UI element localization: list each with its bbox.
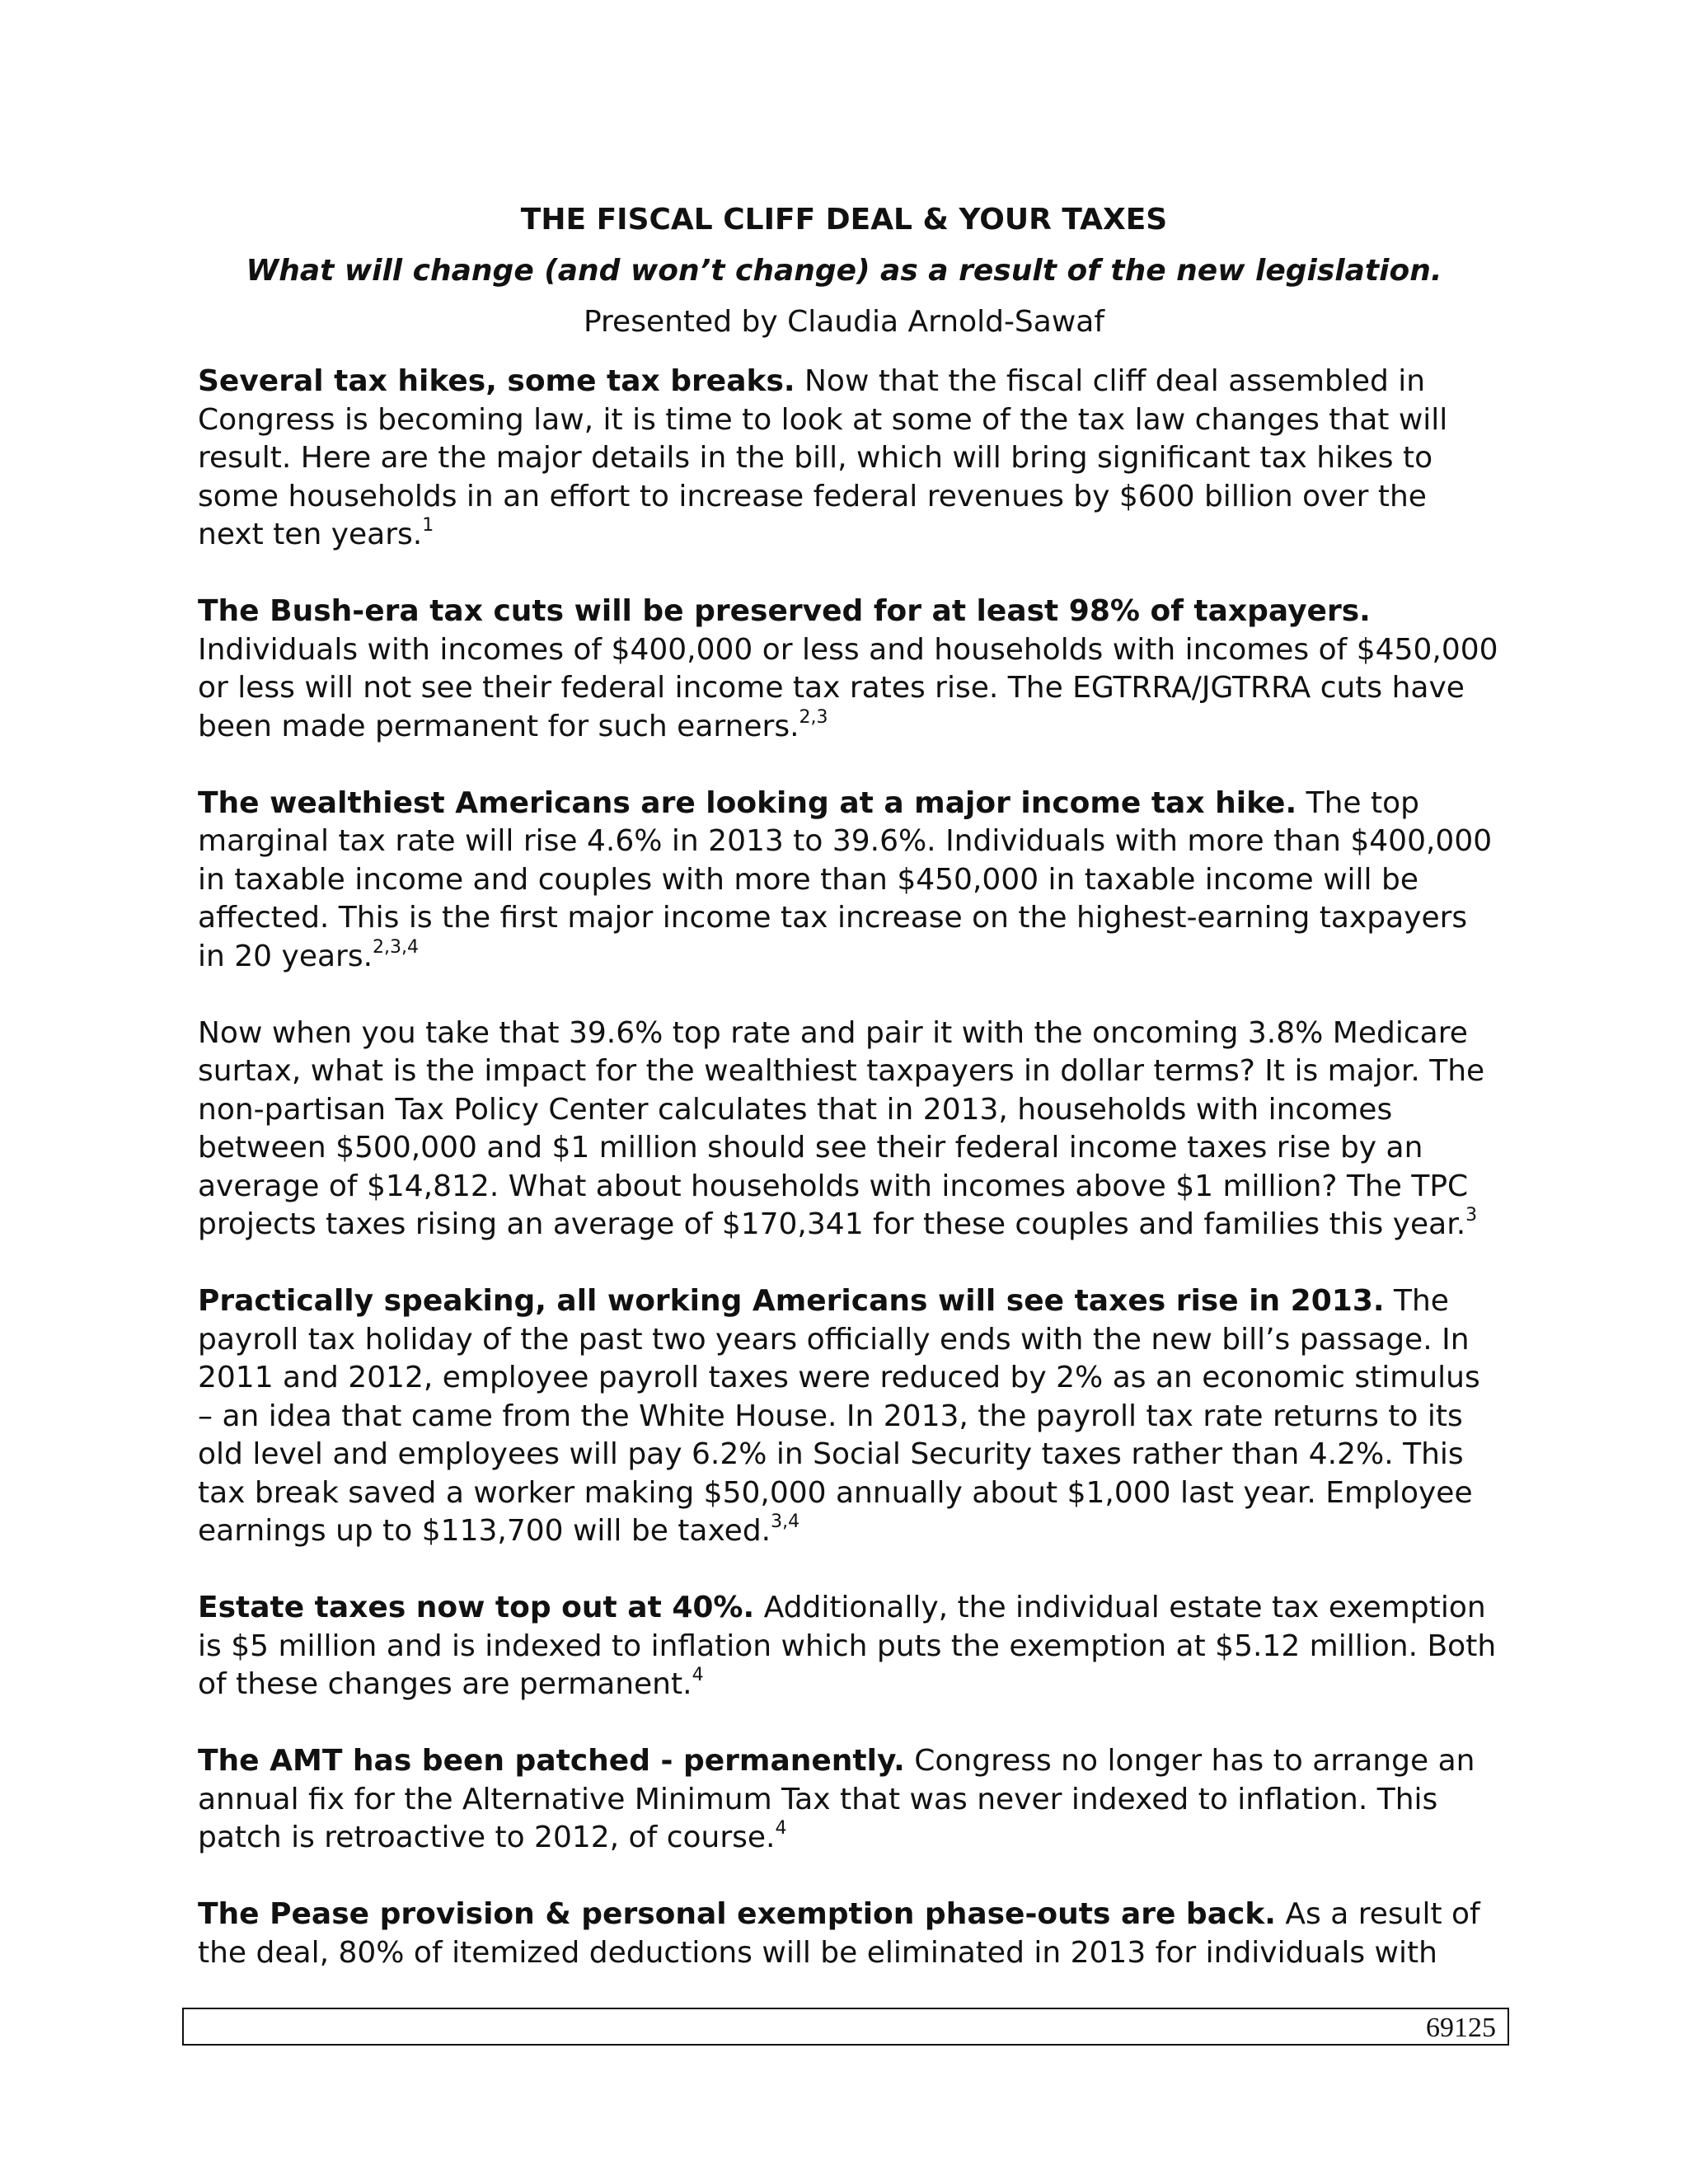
presenter-line: Presented by Claudia Arnold-Sawaf [583, 305, 1105, 339]
paragraph-wealthiest-hike [198, 785, 1500, 977]
footnote-ref: 3 [1465, 1205, 1478, 1226]
footnote-ref: 4 [692, 1665, 704, 1685]
paragraph-text: The payroll tax holiday of the past two years officially ends with the new bill’s passage. In 2011 and 2012, employee payroll taxes were reduced by 2% as an economic stimulus – an idea that came from the White House. In 2013, the payroll tax rate returns to its old level and employees will pay 6.2% in Social Security taxes rather than 4.2%. This tax break saved a worker making $50,000 annually about $1,000 last year. Employee earnings up to $113,700 will be taxed. [198, 1284, 1480, 1548]
paragraph-heading: The AMT has been patched - permanently. [198, 1744, 905, 1778]
paragraph-heading: Several tax hikes, some tax breaks. [198, 364, 795, 398]
paragraph-heading: Estate taxes now top out at 40%. [198, 1591, 755, 1624]
paragraph-heading: The wealthiest Americans are looking at a major income tax hike. [198, 785, 1297, 820]
paragraph-heading: Practically speaking, all working Americans will see taxes rise in 2013. [198, 1284, 1385, 1318]
footnote-ref: 2,3 [799, 706, 828, 728]
paragraph-heading: The Pease provision & personal exemption phase-outs are back. [198, 1897, 1276, 1931]
footnote-ref: 4 [775, 1818, 787, 1839]
paragraph-amt-patch [198, 1742, 1500, 1858]
footnote-ref: 2,3,4 [373, 936, 420, 958]
document-body [198, 363, 1500, 2011]
paragraph-text: Now that the fiscal cliff deal assembled in Congress is becoming law, it is time to look at some of the tax law changes that will result. Here are the major details in the bill, which will bring significant tax hikes to some households in an effort to increase federal revenues by $600 billion over the next ten years. [198, 364, 1448, 551]
paragraph-payroll-tax [198, 1282, 1500, 1551]
paragraph-estate-taxes [198, 1589, 1500, 1704]
footnote-ref: 1 [422, 515, 434, 536]
document-header [198, 194, 1490, 348]
paragraph-text: As a result of the deal, 80% of itemized deductions will be eliminated in 2013 for individuals with [198, 1897, 1480, 1970]
paragraph-text: Individuals with incomes of $400,000 or less and households with incomes of $450,000 or less will not see their federal income tax rates rise. The EGTRRA/JGTRRA cuts have been made permanent for such earners. [198, 632, 1498, 743]
document-id-number: 69125 [1426, 2013, 1496, 2043]
paragraph-text: Additionally, the individual estate tax exemption is $5 million and is indexed to inflation which puts the exemption at $5.12 million. Both of these changes are permanent. [198, 1591, 1497, 1701]
paragraph-pease-provision [198, 1896, 1500, 1972]
footnote-ref: 3,4 [771, 1511, 800, 1532]
paragraph-text: Congress no longer has to arrange an annual fix for the Alternative Minimum Tax that was never indexed to inflation. This patch is retroactive to 2012, of course. [198, 1744, 1475, 1854]
footer-box [182, 2008, 1509, 2046]
paragraph-text: The top marginal tax rate will rise 4.6% in 2013 to 39.6%. Individuals with more than $400,000 in taxable income and couples with more than $450,000 in taxable income will be affected. This is the first major income tax increase on the highest-earning taxpayers in 20 years. [198, 785, 1493, 973]
paragraph-heading: The Bush-era tax cuts will be preserved for at least 98% of taxpayers. [198, 594, 1371, 628]
document-title: THE FISCAL CLIFF DEAL & YOUR TAXES [520, 203, 1168, 237]
paragraph-bush-tax-cuts [198, 593, 1500, 746]
paragraph-tax-hikes [198, 363, 1500, 555]
paragraph-text: Now when you take that 39.6% top rate and pair it with the oncoming 3.8% Medicare surtax, what is the impact for the wealthiest taxpayers in dollar terms? It is major. The non-partisan Tax Policy Center calculates that in 2013, households with incomes between $500,000 and $1 million should see their federal income taxes rise by an average of $14,812. What about households with incomes above $1 million? The TPC projects taxes rising an average of $170,341 for these couples and families this year. [198, 1015, 1485, 1241]
paragraph-medicare-surtax [198, 1015, 1500, 1244]
document-subtitle: What will change (and won’t change) as a result of the new legislation. [246, 254, 1442, 288]
